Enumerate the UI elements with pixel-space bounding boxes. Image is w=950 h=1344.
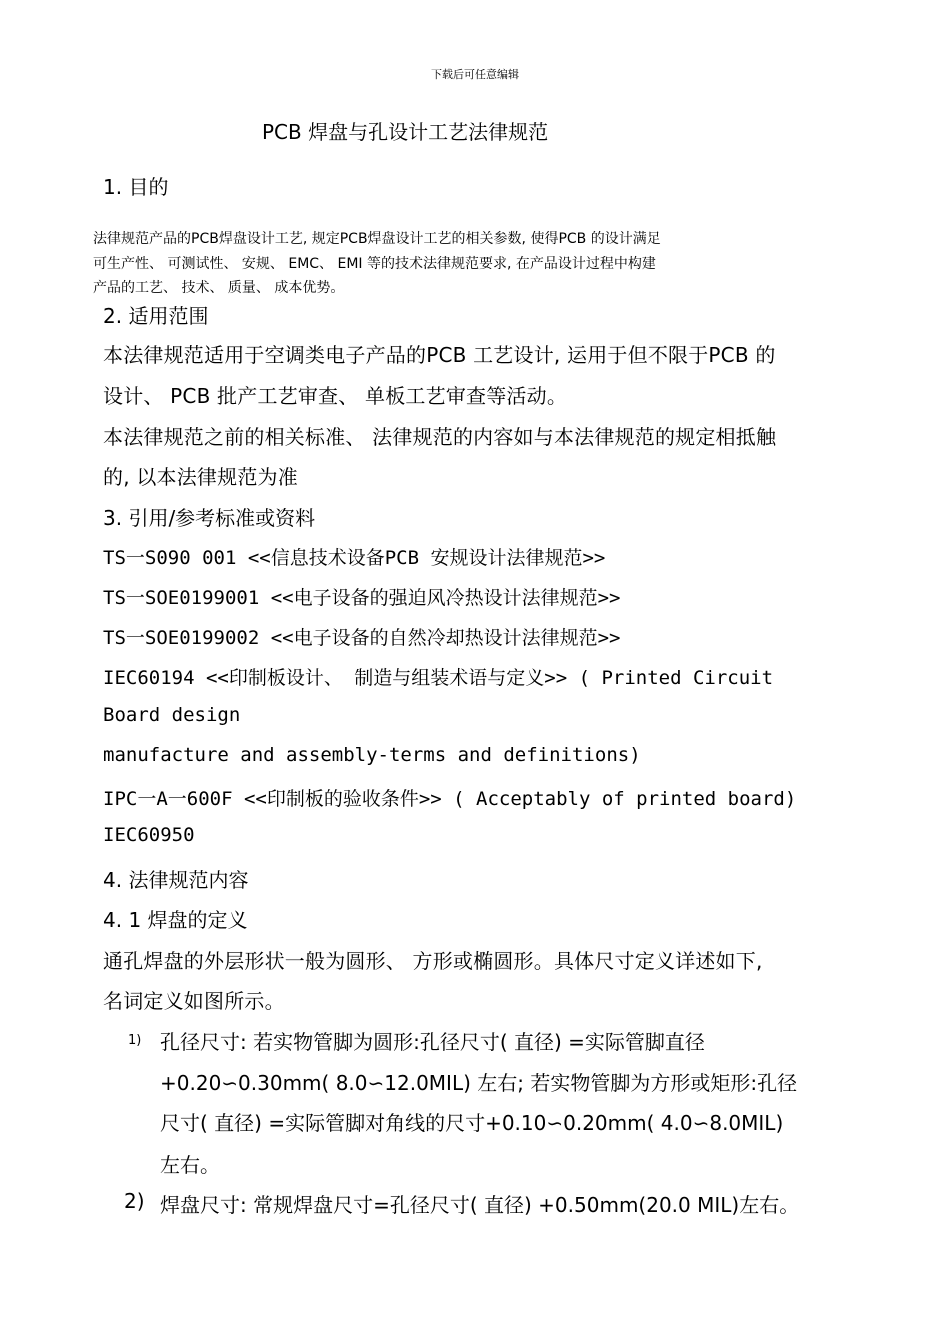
- section-1-line: 法律规范产品的PCB焊盘设计工艺, 规定PCB焊盘设计工艺的相关参数, 使得PCB 的设计满足: [93, 231, 661, 247]
- reference-line: TS一SOE0199001 <<电子设备的强迫风冷热设计法律规范>>: [103, 587, 621, 609]
- reference-line: IEC60194 <<印制板设计、 制造与组装术语与定义>> ( Printed Circuit: [103, 667, 774, 689]
- section-2-line: 的, 以本法律规范为准: [103, 465, 298, 489]
- list-item-number: 2): [124, 1189, 145, 1213]
- section-3-heading: 3. 引用/参考标准或资料: [103, 506, 316, 530]
- reference-line: TS一SOE0199002 <<电子设备的自然冷却热设计法律规范>>: [103, 627, 621, 649]
- list-item-line: +0.20∽0.30mm( 8.0∽12.0MIL) 左右; 若实物管脚为方形或矩形:孔径: [160, 1071, 798, 1095]
- list-item-line: 尺寸( 直径) =实际管脚对角线的尺寸+0.10∽0.20mm( 4.0∽8.0MIL): [160, 1111, 784, 1135]
- section-4-heading: 4. 法律规范内容: [103, 868, 249, 892]
- reference-line: IEC60950: [103, 824, 195, 846]
- document-title: PCB 焊盘与孔设计工艺法律规范: [262, 120, 549, 144]
- reference-line: TS一S090 001 <<信息技术设备PCB 安规设计法律规范>>: [103, 547, 606, 569]
- reference-line: Board design: [103, 704, 241, 726]
- section-2-heading: 2. 适用范围: [103, 304, 209, 328]
- header-note: 下载后可任意编辑: [431, 68, 519, 81]
- section-1-line: 可生产性、 可测试性、 安规、 EMC、 EMI 等的技术法律规范要求, 在产品设计过程中构建: [93, 256, 656, 272]
- list-item-line: 孔径尺寸: 若实物管脚为圆形:孔径尺寸( 直径) =实际管脚直径: [160, 1030, 705, 1054]
- section-2-line: 本法律规范之前的相关标准、 法律规范的内容如与本法律规范的规定相抵触: [103, 425, 777, 449]
- section-4-1-heading: 4. 1 焊盘的定义: [103, 908, 248, 932]
- section-2-line: 本法律规范适用于空调类电子产品的PCB 工艺设计, 运用于但不限于PCB 的: [103, 343, 776, 367]
- reference-line: manufacture and assembly-terms and definitions): [103, 744, 641, 766]
- section-1-heading: 1. 目的: [103, 175, 169, 199]
- section-1-line: 产品的工艺、 技术、 质量、 成本优势。: [93, 280, 345, 296]
- section-2-line: 设计、 PCB 批产工艺审查、 单板工艺审查等活动。: [103, 384, 568, 408]
- section-4-intro-line: 通孔焊盘的外层形状一般为圆形、 方形或椭圆形。具体尺寸定义详述如下,: [103, 949, 763, 973]
- section-4-intro-line: 名词定义如图所示。: [103, 989, 285, 1013]
- list-item-line: 焊盘尺寸: 常规焊盘尺寸=孔径尺寸( 直径) +0.50mm(20.0 MIL)左右。: [160, 1193, 800, 1217]
- list-item-line: 左右。: [160, 1153, 220, 1177]
- reference-line: IPC一A一600F <<印制板的验收条件>> ( Acceptably of printed board): [103, 788, 797, 810]
- list-item-number: 1): [128, 1033, 142, 1048]
